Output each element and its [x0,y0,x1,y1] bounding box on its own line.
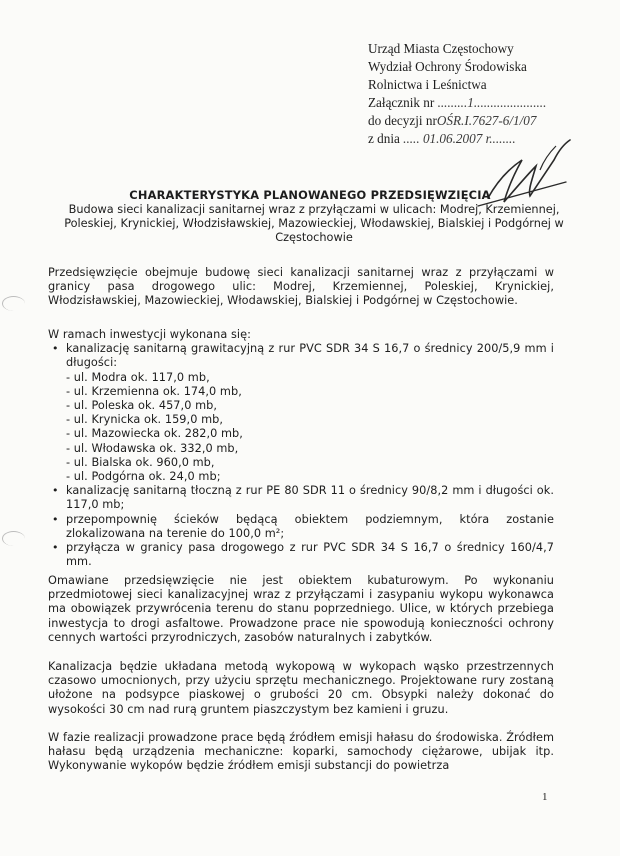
punch-hole-mark [2,531,25,546]
list-item: - ul. Poleska ok. 457,0 mb, [66,399,217,413]
investment-section [48,328,554,569]
paragraph-emissions: W fazie realizacji prowadzone prace będą źródłem emisji hałasu do środowiska. Źródłem hałasu będą urządzenia mechaniczne: koparki, samochody ciężarowe, ubijak itp. Wykonywanie wykopów będzie źródłem emisji substancji do powietrza [48,731,554,773]
list-item: • przepompownię ścieków będącą obiektem podziemnym, która zostanie zlokalizowana na terenie do 100,0 m²; [48,513,554,541]
stamp-department-line: Wydział Ochrony Środowiska [368,59,527,74]
page-number: 1 [542,791,548,803]
stamp-decision-number: do decyzji nrOŚR.I.7627-6/1/07 [368,113,537,128]
street-length-list [66,371,554,485]
paragraph-scope: Przedsięwzięcie obejmuje budowę sieci kanalizacji sanitarnej wraz z przyłączami w granicy pasa drogowego ulic: Modrej, Krzemiennej, Poleskiej, Krynickiej, Włodzisławskiej, Mazowieckiej, Włodawskiej, Bialskiej i Podgórnej w Częstochowie. [48,266,554,308]
list-item: - ul. Podgórna ok. 24,0 mb; [66,470,221,484]
document-title: CHARAKTERYSTYKA PLANOWANEGO PRZEDSIĘWZIĘCIA [129,188,491,202]
paragraph-method: Kanalizacja będzie układana metodą wykopową w wykopach wąsko przestrzennych czasowo umocnionych, przy użyciu sprzętu mechanicznego. Projektowane rury zostaną ułożone na podsypce piaskowej o grubości 20 cm. Obsypki należy dokonać do wysokości 30 cm nad rurą gruntem piaszczystym bez kamieni i gruzu. [48,660,554,716]
punch-hole-mark [2,296,25,311]
investment-list [48,342,554,569]
stamp-attachment-number: Załącznik nr .........1...................... [368,95,547,110]
stamp-date: z dnia ..... 01.06.2007 r........ [368,131,516,146]
stamp-office-line: Urząd Miasta Częstochowy [368,41,514,56]
list-item: • kanalizację sanitarną tłoczną z rur PE 80 SDR 11 o średnicy 90/8,2 mm i długości ok. 117,0 mb; [48,484,554,512]
list-item: • przyłącza w granicy pasa drogowego z rur PVC SDR 34 S 16,7 o średnicy 160/4,7 mm. [48,541,554,569]
paragraph-description: Omawiane przedsięwzięcie nie jest obiektem kubaturowym. Po wykonaniu przedmiotowej sieci kanalizacyjnej wraz z przyłączami i zasypaniu wykopu wykonawca ma obowiązek przywrócenia terenu do stanu poprzedniego. Ulice, w których przebiega inwestycja to drogi asfaltowe. Prowadzone prace nie spowodują konieczności ochrony cennych wartości przyrodniczych, zasobów naturalnych i zabytków. [48,574,554,644]
stamp-department-line-2: Rolnictwa i Leśnictwa [368,77,487,92]
list-item: - ul. Krynicka ok. 159,0 mb, [66,413,223,427]
document-subtitle: Budowa sieci kanalizacji sanitarnej wraz z przyłączami w ulicach: Modrej, Krzemiennej, Poleskiej, Krynickiej, Włodzisławskiej, Mazowieckiej, Włodawskiej, Bialskiej i Podgórnej w Częstochowie [64,203,564,245]
list-item: • kanalizację sanitarną grawitacyjną z rur PVC SDR 34 S 16,7 o średnicy 200/5,9 mm i długości: - ul. Modra ok. 117,0 mb, - ul. Krzemienna ok. 174,0 mb, - ul. Poleska ok. 457,0 mb, - ul. Krynicka ok. 159,0 mb, - ul. Mazowiecka ok. 282,0 mb, - ul. Włodawska ok. 332,0 mb, - ul. Bialska ok. 960,0 mb, - ul. Podgórna ok. 24,0 mb; [48,342,554,484]
list-item: - ul. Modra ok. 117,0 mb, [66,370,210,384]
list-item: - ul. Włodawska ok. 332,0 mb, [66,441,239,455]
investment-intro: W ramach inwestycji wykonana się: [48,328,251,341]
list-item: - ul. Bialska ok. 960,0 mb, [66,455,215,469]
list-item: - ul. Krzemienna ok. 174,0 mb, [66,384,242,398]
list-item: - ul. Mazowiecka ok. 282,0 mb, [66,427,243,441]
